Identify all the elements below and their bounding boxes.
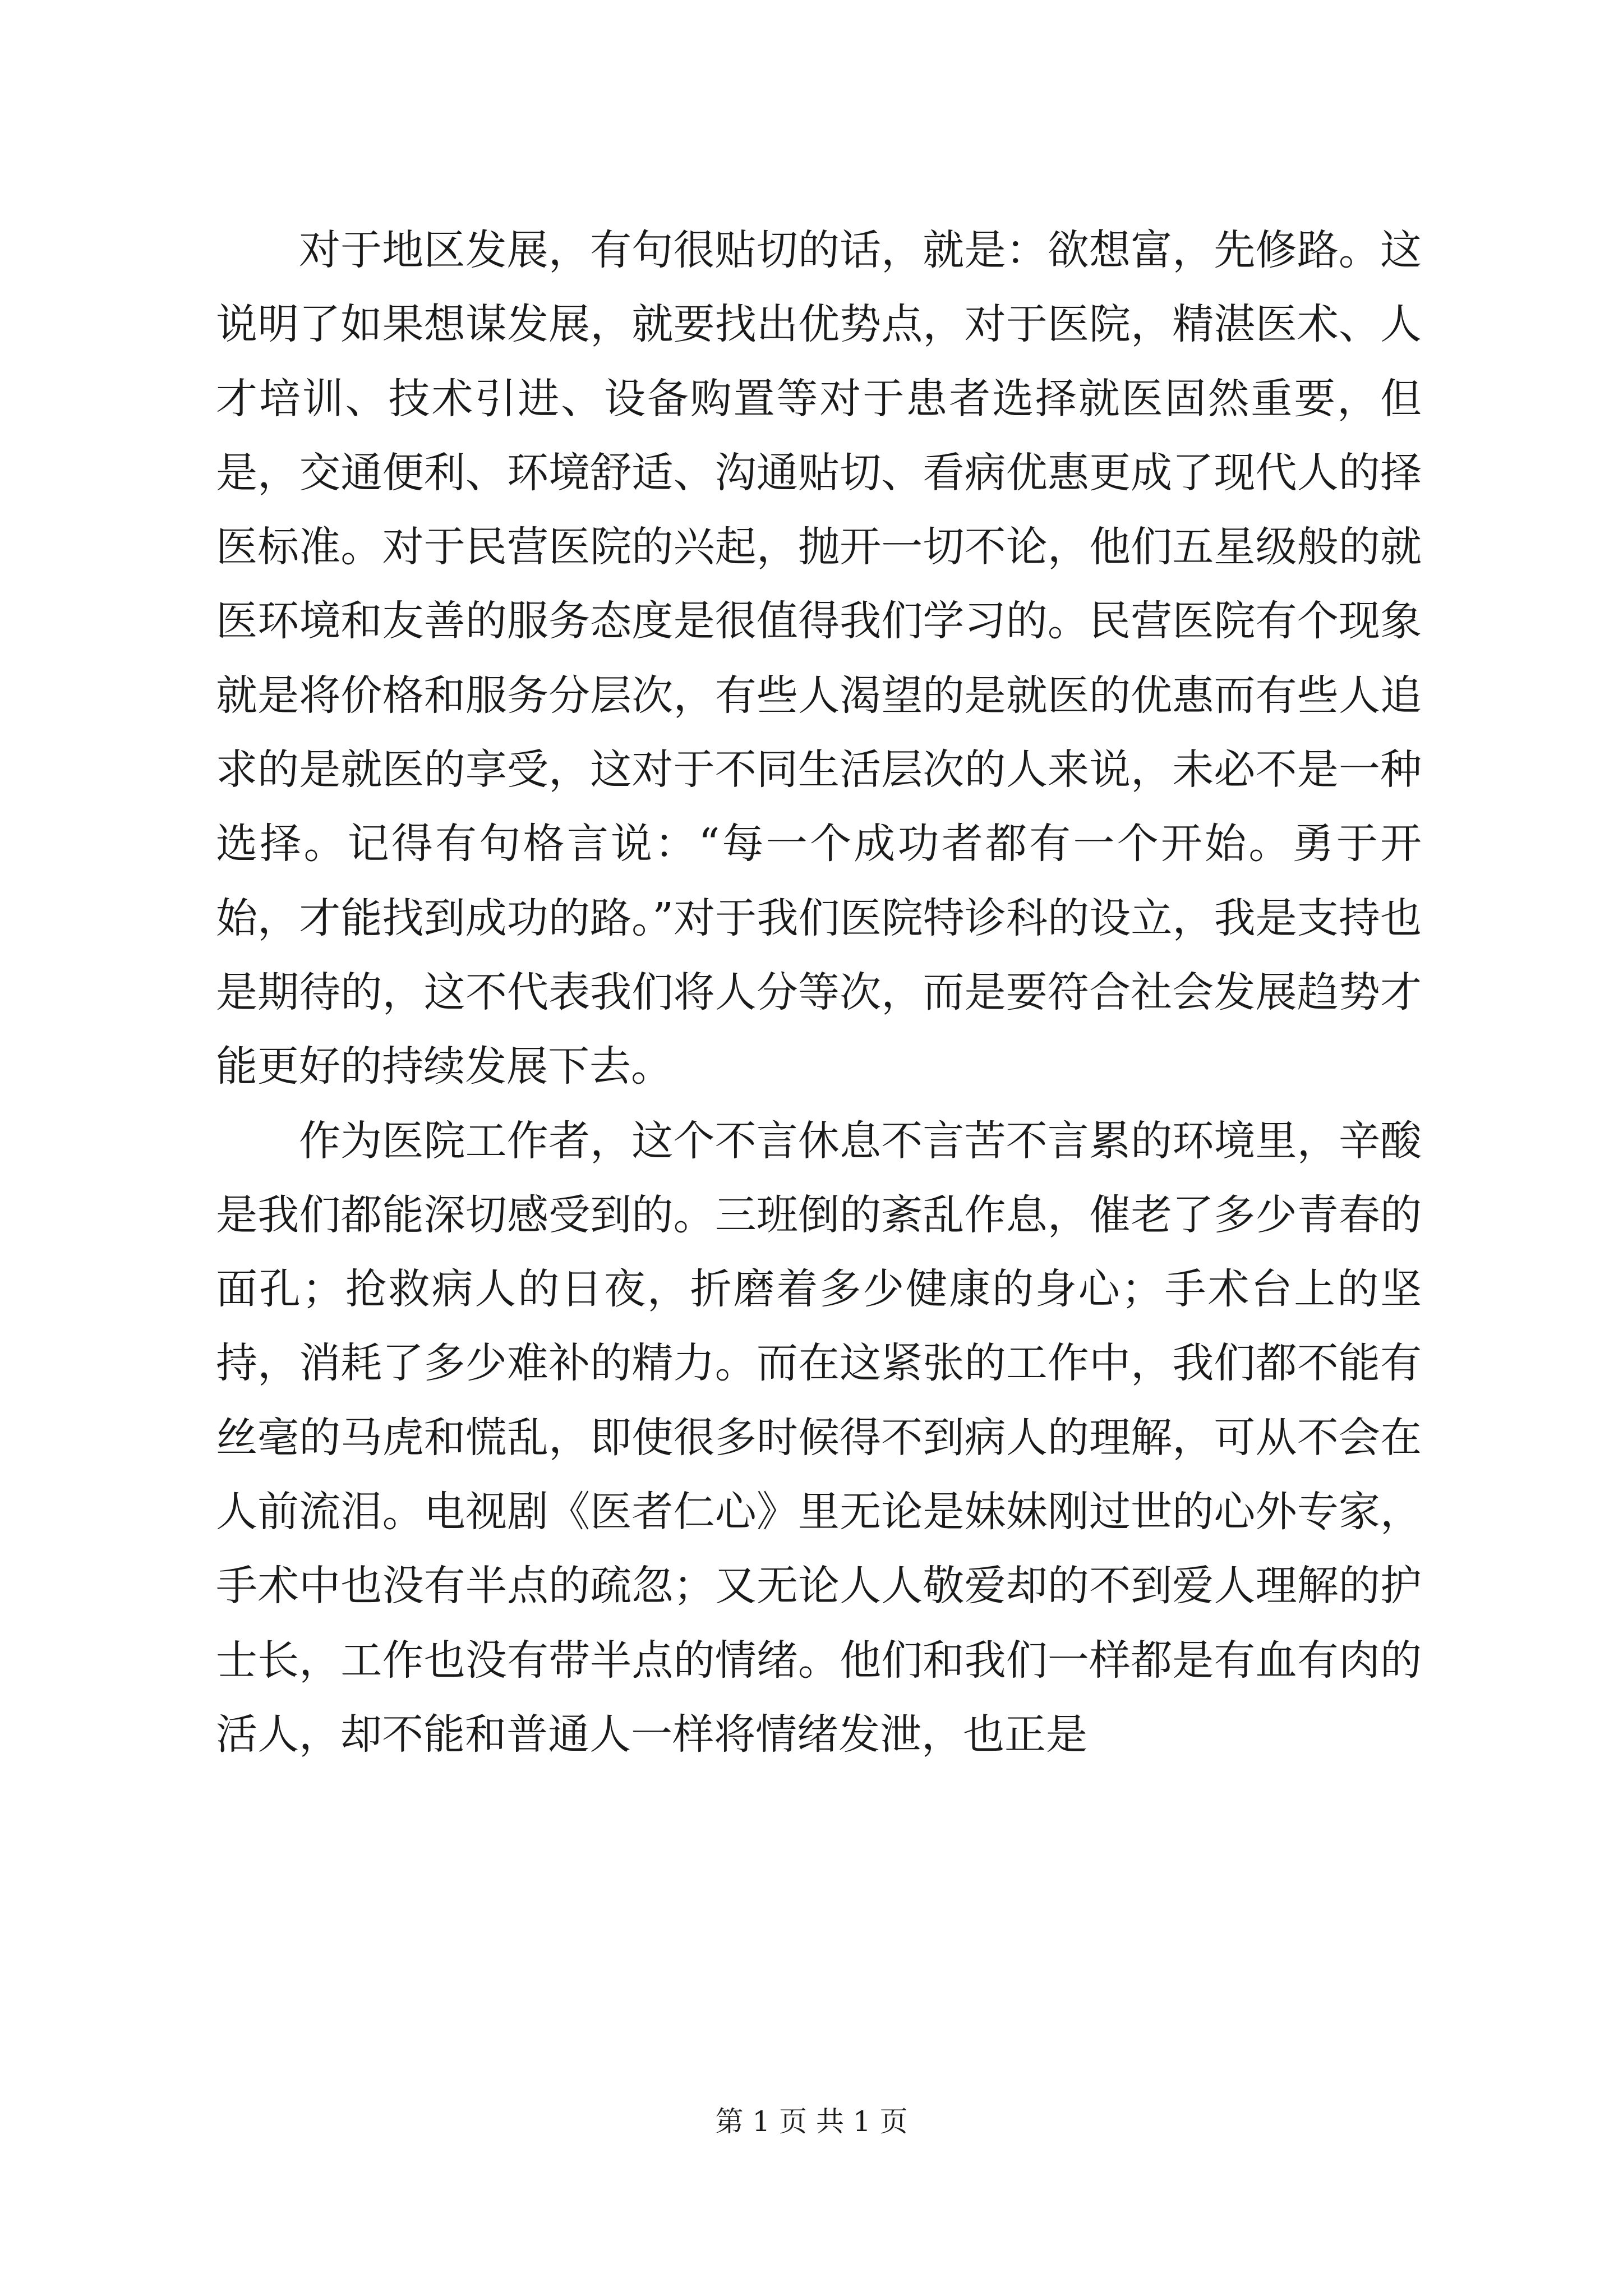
page-footer: 第 1 页 共 1 页 (715, 2105, 908, 2138)
paragraph-1: 对于地区发展，有句很贴切的话，就是：欲想富，先修路。这说明了如果想谋发展，就要找出优势点，对于医院，精湛医术、人才培训、技术引进、设备购置等对于患者选择就医固然重要，但是，交通便利、环境舒适、沟通贴切、看病优惠更成了现代人的择医标准。对于民营医院的兴起，抛开一切不论，他们五星级般的就医环境和友善的服务态度是很值得我们学习的。民营医院有个现象就是将价格和服务分层次，有些人渴望的是就医的优惠而有些人追求的是就医的享受，这对于不同生活层次的人来说，未必不是一种选择。记得有句格言说：“每一个成功者都有一个开始。勇于开始，才能找到成功的路。”对于我们医院特诊科的设立，我是支持也是期待的，这不代表我们将人分等次，而是要符合社会发展趋势才能更好的持续发展下去。 (216, 226, 1422, 1091)
paragraph-2: 作为医院工作者，这个不言休息不言苦不言累的环境里，辛酸是我们都能深切感受到的。三班倒的紊乱作息，催老了多少青春的面孔；抢救病人的日夜，折磨着多少健康的身心；手术台上的坚持，消耗了多少难补的精力。而在这紧张的工作中，我们都不能有丝毫的马虎和慌乱，即使很多时候得不到病人的理解，可从不会在人前流泪。电视剧《医者仁心》里无论是妹妹刚过世的心外专家，手术中也没有半点的疏忽；又无论人人敬爱却的不到爱人理解的护士长，工作也没有带半点的情绪。他们和我们一样都是有血有肉的活人，却不能和普通人一样将情绪发泄，也正是 (216, 1116, 1422, 1759)
document-body (216, 213, 1422, 1772)
